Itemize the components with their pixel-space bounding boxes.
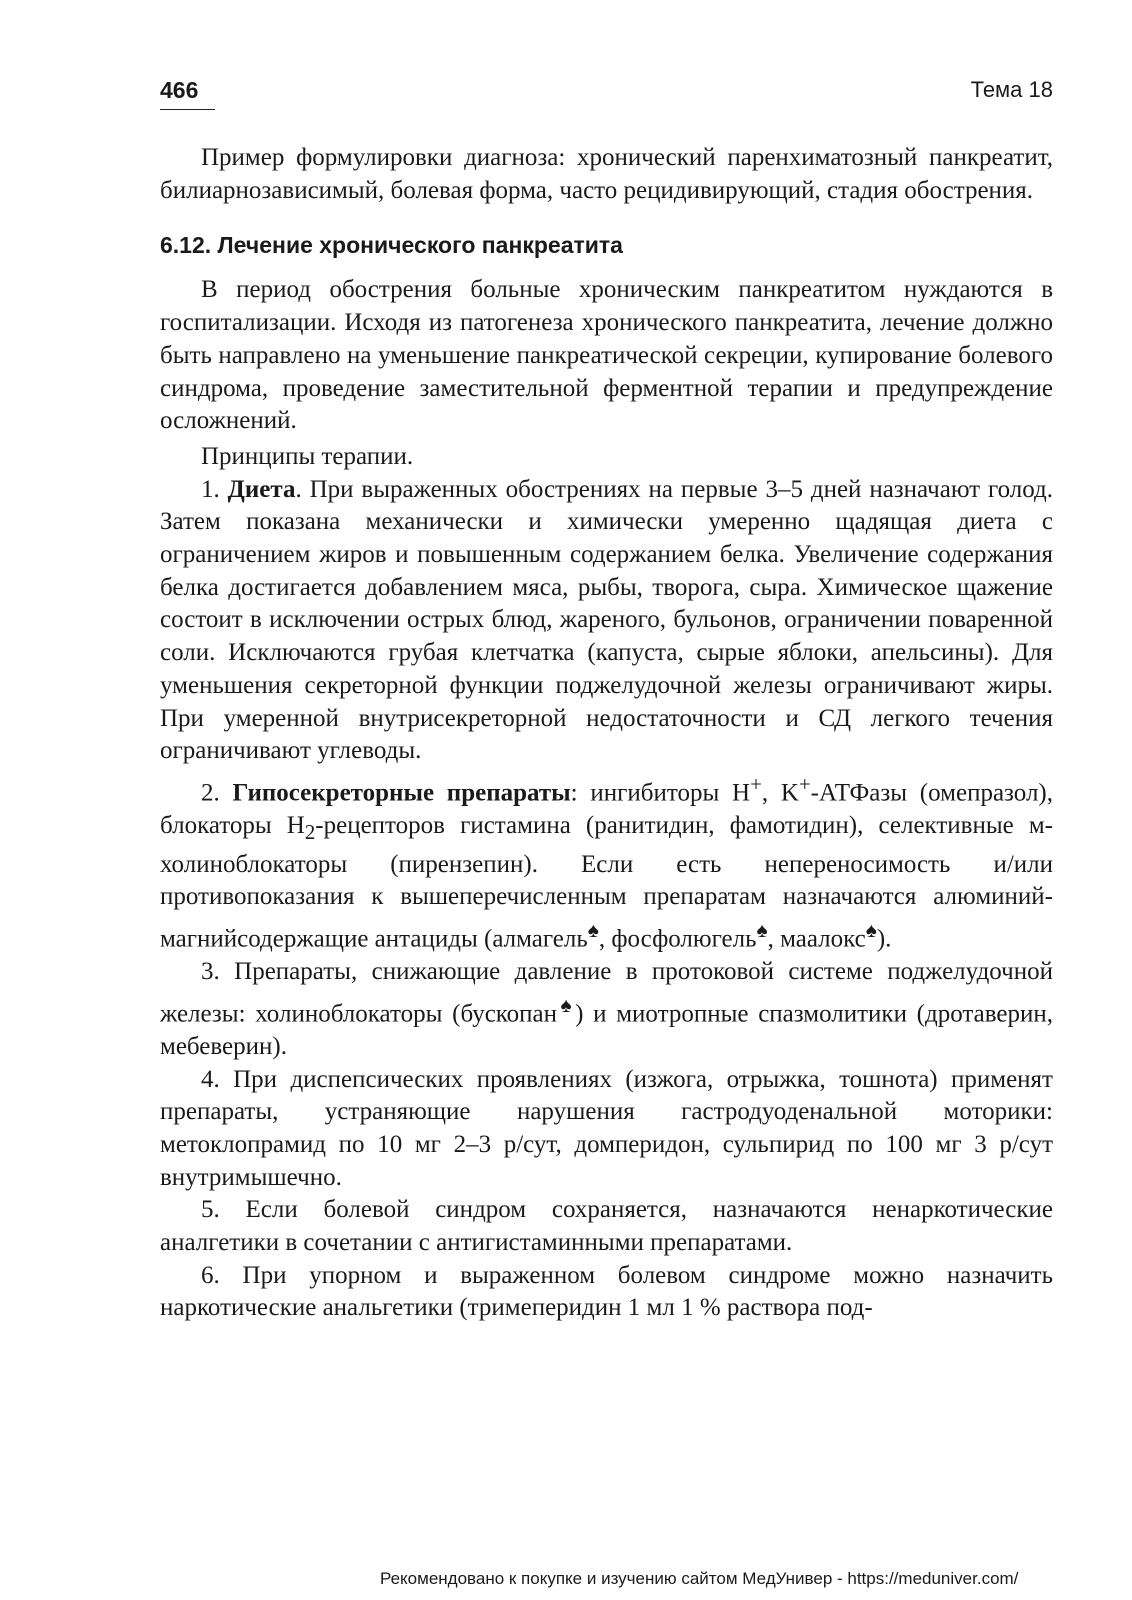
treatment-intro-paragraph: В период обострения больные хроническим панкреатитом нуждаются в госпитализации. Исходя из патогенеза хронического панкреатита, лечение должно быть направлено на уменьшение панкреатической секреции, купирование болевого синдрома, проведение заместительной ферментной терапии и предупреждение осложнений.	[160, 276, 1053, 435]
superscript-plus: +	[798, 771, 811, 796]
diagnosis-example-paragraph: Пример формулировки диагноза: хронический паренхиматозный панкреатит, билиарнозависимый, болевая форма, часто рецидивирующий, стадия обострения.	[160, 144, 1053, 204]
running-head-topic: Тема 18	[970, 77, 1053, 102]
trademark-spade-icon: ♠	[865, 918, 877, 943]
principles-heading: Принципы терапии.	[201, 442, 414, 470]
item-pressure-text-b: ) и миотропные спазмолитики (дротаверин, мебеверин).	[160, 1000, 1053, 1060]
item-hyposecretory-text-d: -рецепторов гистамина (ранитидин, фамотидин), селективные м-холиноблокаторы (пирензепин). Если есть непереносимость и/или противопоказания к вышеперечисленным препаратам назначаются алюминий-магнийсодержащие антациды (алмагель	[160, 811, 1053, 953]
item-diet-text: . При выраженных обострениях на первые 3–5 дней назначают голод. Затем показана механически и химически умеренно щадящая диета с ограничением жиров и повышенным содержанием белка. Увеличение содержания белка достигается добавлением мяса, рыбы, творога, сыра. Химическое щажение состоит в исключении острых блюд, жареного, бульонов, ограничении поваренной соли. Исключаются грубая клетчатка (капуста, сырые яблоки, апельсины). Для уменьшения секреторной функции поджелудочной железы ограничивают жиры. При умеренной внутрисекреторной недостаточности и СД легкого течения ограничивают углеводы.	[160, 475, 1054, 765]
item-diet-title: Диета	[227, 475, 296, 503]
item-diet	[160, 474, 1053, 768]
page-header	[160, 76, 1053, 110]
item-analgesics: 5. Если болевой синдром сохраняется, назначаются ненаркотические аналгетики в сочетании с антигистаминными препаратами.	[160, 1196, 1053, 1257]
page-number-underline	[160, 109, 215, 110]
item-pressure-reducing	[160, 956, 1053, 1063]
item-hyposecretory-text-e: , фосфолюгель	[598, 925, 757, 953]
item-diet-number: 1.	[201, 475, 228, 503]
item-hyposecretory-text-c: -АТФазы (омепразол), блокаторы H	[160, 779, 1053, 839]
superscript-plus: +	[750, 771, 762, 796]
trademark-spade-icon: ♠	[557, 992, 576, 1017]
item-hyposecretory-text-b: , K	[761, 779, 799, 807]
page-number: 466	[160, 77, 199, 103]
item-hyposecretory-text-g: ).	[876, 925, 892, 953]
subscript-two: 2	[304, 819, 316, 844]
page-body	[160, 142, 1053, 1325]
footer-recommendation: Рекомендовано к покупке и изучению сайтом МедУнивер - https://meduniver.com/	[380, 1569, 1019, 1588]
section-title: 6.12. Лечение хронического панкреатита	[160, 232, 623, 259]
item-hyposecretory-title: Гипосекреторные препараты	[232, 779, 571, 807]
item-hyposecretory-text-f: , маалокс	[767, 925, 866, 953]
item-hyposecretory-number: 2.	[201, 779, 233, 807]
item-hyposecretory-text-a: : ингибиторы H	[570, 779, 751, 807]
trademark-spade-icon: ♠	[587, 918, 599, 943]
item-narcotic-analgesics: 6. При упорном и выраженном болевом синдроме можно назначить наркотические анальгетики (тримеперидин 1 мл 1 % раствора под-	[160, 1261, 1053, 1322]
item-hyposecretory	[160, 768, 1053, 956]
trademark-spade-icon: ♠	[756, 918, 768, 943]
item-dyspepsia: 4. При диспепсических проявлениях (изжога, отрыжка, тошнота) применят препараты, устраняющие нарушения гастродуоденальной моторики: метоклопрамид по 10 мг 2–3 р/сут, домперидон, сульпирид по 100 мг 3 р/сут внутримышечно.	[160, 1065, 1053, 1191]
item-pressure-text-a: 3. Препараты, снижающие давление в протоковой системе поджелудочной железы: холиноблокаторы (бускопан	[160, 958, 1053, 1028]
